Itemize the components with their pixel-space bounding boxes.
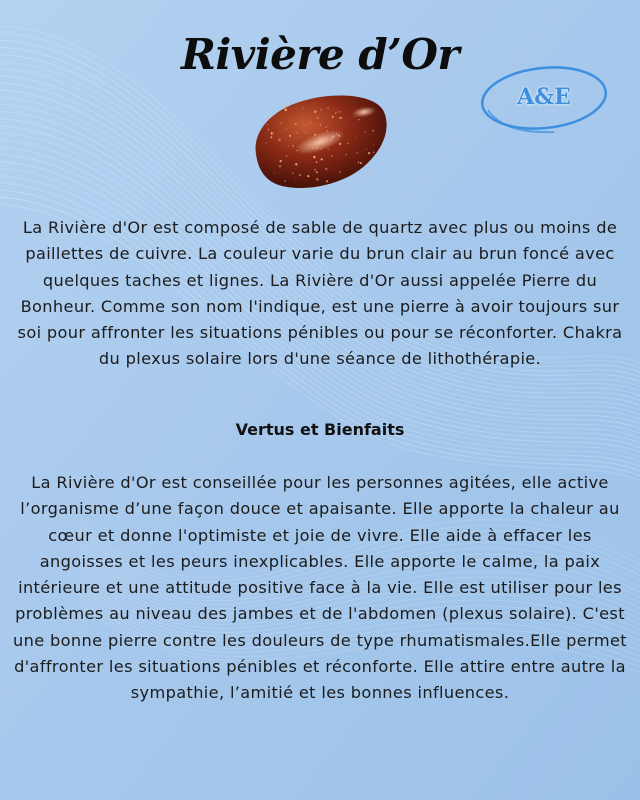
section-heading: Vertus et Bienfaits bbox=[235, 420, 405, 439]
benefits-paragraph: La Rivière d'Or est conseillée pour les personnes agitées, elle active l’organisme d’une façon douce et apaisante. Elle apporte la chaleur au cœur et donne l'optimiste et joie de vivre. Elle aide à effacer les angoisses et les peurs inexplicables. Elle apporte le calme, la paix intérieure et une attitude positive face à la vie. Elle est utiliser pour les problèmes au niveau des jambes et de l'abdomen (plexus solaire). C'est une bonne pierre contre les douleurs de type rhumatismales.Elle permet d'affronter les situations pénibles et réconforte. Elle attire entre autre la sympathie, l’amitié et les bonnes influences. bbox=[13, 473, 627, 703]
intro-paragraph: La Rivière d'Or est composé de sable de quartz avec plus ou moins de paillettes de cuivre. La couleur varie du brun clair au brun foncé avec quelques taches et lignes. La Rivière d'Or aussi appelée Pierre du Bonheur. Comme son nom l'indique, est une pierre à avoir toujours sur soi pour affronter les situations pénibles ou pour se réconforter. Chakra du plexus solaire lors d'une séance de lithothérapie. bbox=[17, 218, 623, 369]
page-title: Rivière d’Or bbox=[180, 30, 460, 79]
logo-text: A&E bbox=[517, 84, 571, 110]
goldstone-image bbox=[244, 90, 392, 194]
brand-logo bbox=[474, 62, 614, 142]
